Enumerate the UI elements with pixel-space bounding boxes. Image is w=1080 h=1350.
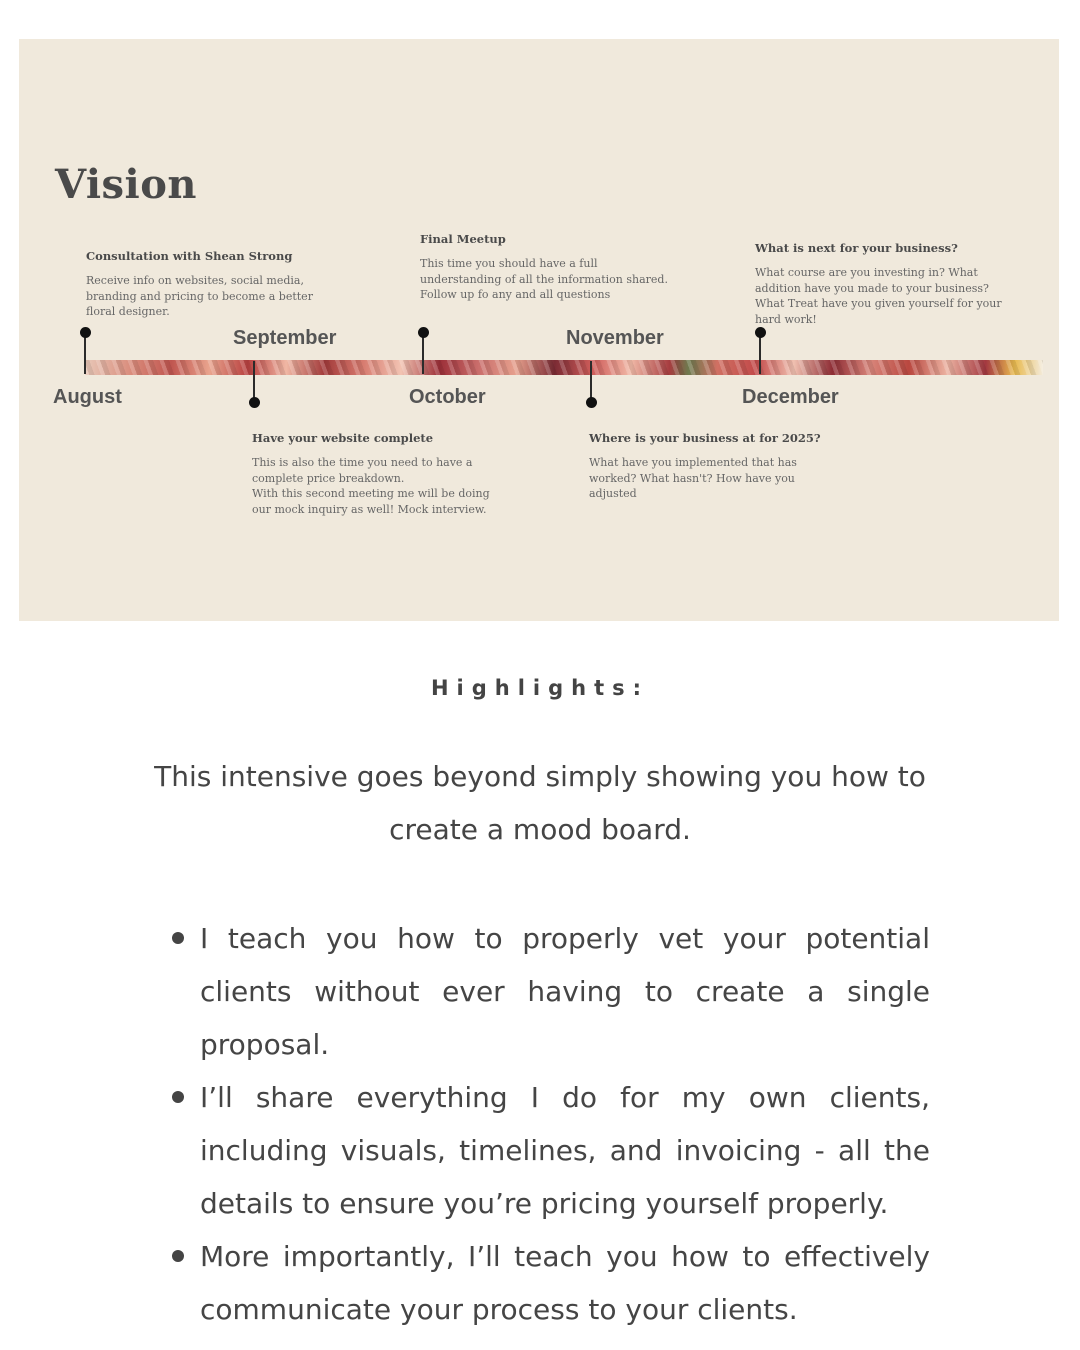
event-title: Have your website complete <box>252 431 434 445</box>
timeline-stem-december <box>759 332 761 374</box>
timeline-dot-october <box>418 327 429 338</box>
event-final-meetup <box>420 232 670 303</box>
month-label-october: October <box>409 386 486 408</box>
event-title: Consultation with Shean Strong <box>86 249 293 263</box>
list-item-text: More importantly, I’ll teach you how to effectively communicate your process to your clients. <box>200 1240 930 1326</box>
floral-timeline-bar <box>85 360 1043 375</box>
event-description: This time you should have a full understanding of all the information shared. Follow up fo any and all questions <box>420 257 668 301</box>
month-label-august: August <box>53 386 122 408</box>
event-description: What course are you investing in? What addition have you made to your business? What Treat have you given yourself for your hard work! <box>755 266 1002 326</box>
list-item-text: I’ll share everything I do for my own clients, including visuals, timelines, and invoicing - all the details to ensure you’re pricing yourself properly. <box>200 1081 930 1220</box>
bullet-icon <box>172 932 184 944</box>
event-whats-next <box>755 241 1005 327</box>
slide-title: Vision <box>55 161 198 208</box>
timeline-dot-september <box>249 397 260 408</box>
event-consultation <box>86 249 316 320</box>
timeline-dot-november <box>586 397 597 408</box>
month-label-november: November <box>566 327 664 349</box>
event-description: Receive info on websites, social media, branding and pricing to become a better floral designer. <box>86 274 313 318</box>
timeline-stem-september <box>253 361 255 401</box>
list-item-text: I teach you how to properly vet your potential clients without ever having to create a single proposal. <box>200 922 930 1061</box>
event-title: Final Meetup <box>420 232 506 246</box>
event-description: This is also the time you need to have a complete price breakdown. With this second meeting me will be doing our mock inquiry as well! Mock interview. <box>252 456 490 516</box>
highlights-list <box>170 912 930 1336</box>
event-website-complete <box>252 431 492 517</box>
timeline-stem-august <box>84 332 86 374</box>
intro-paragraph: This intensive goes beyond simply showing you how to create a mood board. <box>154 760 926 846</box>
timeline-stem-october <box>422 332 424 374</box>
bullet-icon <box>172 1091 184 1103</box>
list-item <box>170 912 930 1071</box>
timeline-dot-december <box>755 327 766 338</box>
event-title: What is next for your business? <box>755 241 958 255</box>
bullet-icon <box>172 1250 184 1262</box>
highlights-heading: Highlights: <box>430 676 650 700</box>
vision-timeline-slide <box>19 39 1059 621</box>
event-title: Where is your business at for 2025? <box>589 431 821 445</box>
timeline-stem-november <box>590 361 592 401</box>
list-item <box>170 1071 930 1230</box>
timeline-dot-august <box>80 327 91 338</box>
event-business-2025 <box>589 431 839 502</box>
month-label-september: September <box>233 327 337 349</box>
list-item <box>170 1230 930 1336</box>
event-description: What have you implemented that has worked? What hasn't? How have you adjusted <box>589 456 797 500</box>
month-label-december: December <box>742 386 839 408</box>
